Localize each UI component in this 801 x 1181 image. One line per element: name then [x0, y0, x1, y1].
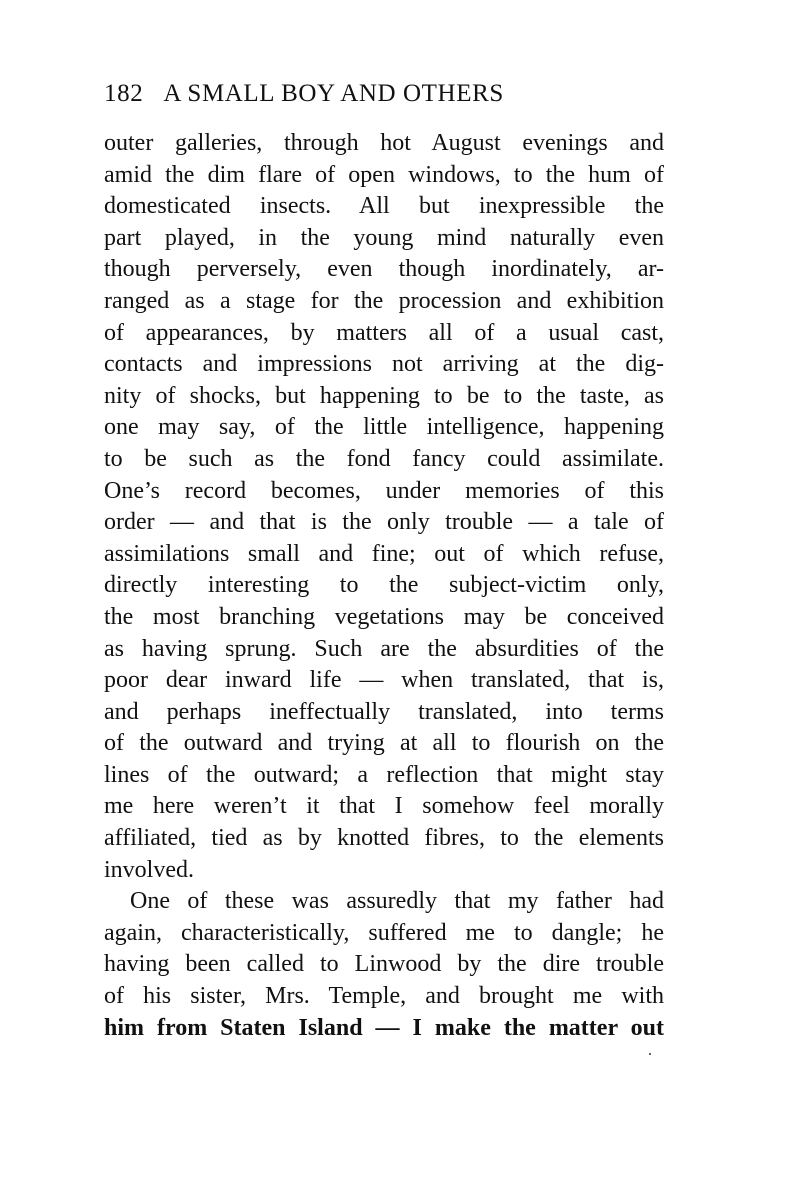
text-line: and perhaps ineffectually translated, into terms [104, 698, 664, 725]
text-line: domesticated insects. All but inexpressible the [104, 193, 664, 220]
text-line: as having sprung. Such are the absurdities of the [104, 635, 664, 662]
text-line: directly interesting to the subject-victim only, [104, 572, 664, 599]
text-line: of his sister, Mrs. Temple, and brought me with [104, 983, 664, 1010]
text-line: part played, in the young mind naturally even [104, 224, 664, 251]
text-line: one may say, of the little intelligence, happening [104, 414, 664, 441]
page-number: 182 [104, 80, 144, 107]
paragraph-2 [104, 886, 664, 1044]
text-line: though perversely, even though inordinately, ar- [104, 256, 664, 283]
text-line: again, characteristically, suffered me to dangle; he [104, 919, 664, 946]
text-line: nity of shocks, but happening to be to the taste, as [104, 382, 664, 409]
text-line: of appearances, by matters all of a usual cast, [104, 319, 664, 346]
running-title: A SMALL BOY AND OTHERS [163, 80, 504, 107]
text-line: ranged as a stage for the procession and exhibition [104, 287, 664, 314]
text-line: involved. [104, 856, 194, 883]
text-line: One’s record becomes, under memories of this [104, 477, 664, 504]
paragraph-1 [104, 128, 664, 886]
text-line: amid the dim flare of open windows, to the hum of [104, 161, 664, 188]
text-line: the most branching vegetations may be conceived [104, 603, 664, 630]
text-line: affiliated, tied as by knotted fibres, to the elements [104, 825, 664, 852]
text-line: One of these was assuredly that my father had [130, 888, 664, 915]
text-line: having been called to Linwood by the dire trouble [104, 951, 664, 978]
text-line: lines of the outward; a reflection that might stay [104, 761, 664, 788]
text-line: order — and that is the only trouble — a tale of [104, 509, 664, 536]
text-line: assimilations small and fine; out of which refuse, [104, 540, 664, 567]
running-head [104, 80, 674, 116]
text-line: me here weren’t it that I somehow feel morally [104, 793, 664, 820]
text-line: contacts and impressions not arriving at the dig- [104, 351, 664, 378]
text-line: him from Staten Island — I make the matter out [104, 1014, 664, 1041]
text-line: of the outward and trying at all to flourish on the [104, 730, 664, 757]
text-line: outer galleries, through hot August evenings and [104, 130, 664, 156]
print-speck [649, 1053, 651, 1055]
text-line: to be such as the fond fancy could assimilate. [104, 445, 664, 472]
body-text [104, 128, 664, 1044]
text-line: poor dear inward life — when translated, that is, [104, 667, 664, 694]
